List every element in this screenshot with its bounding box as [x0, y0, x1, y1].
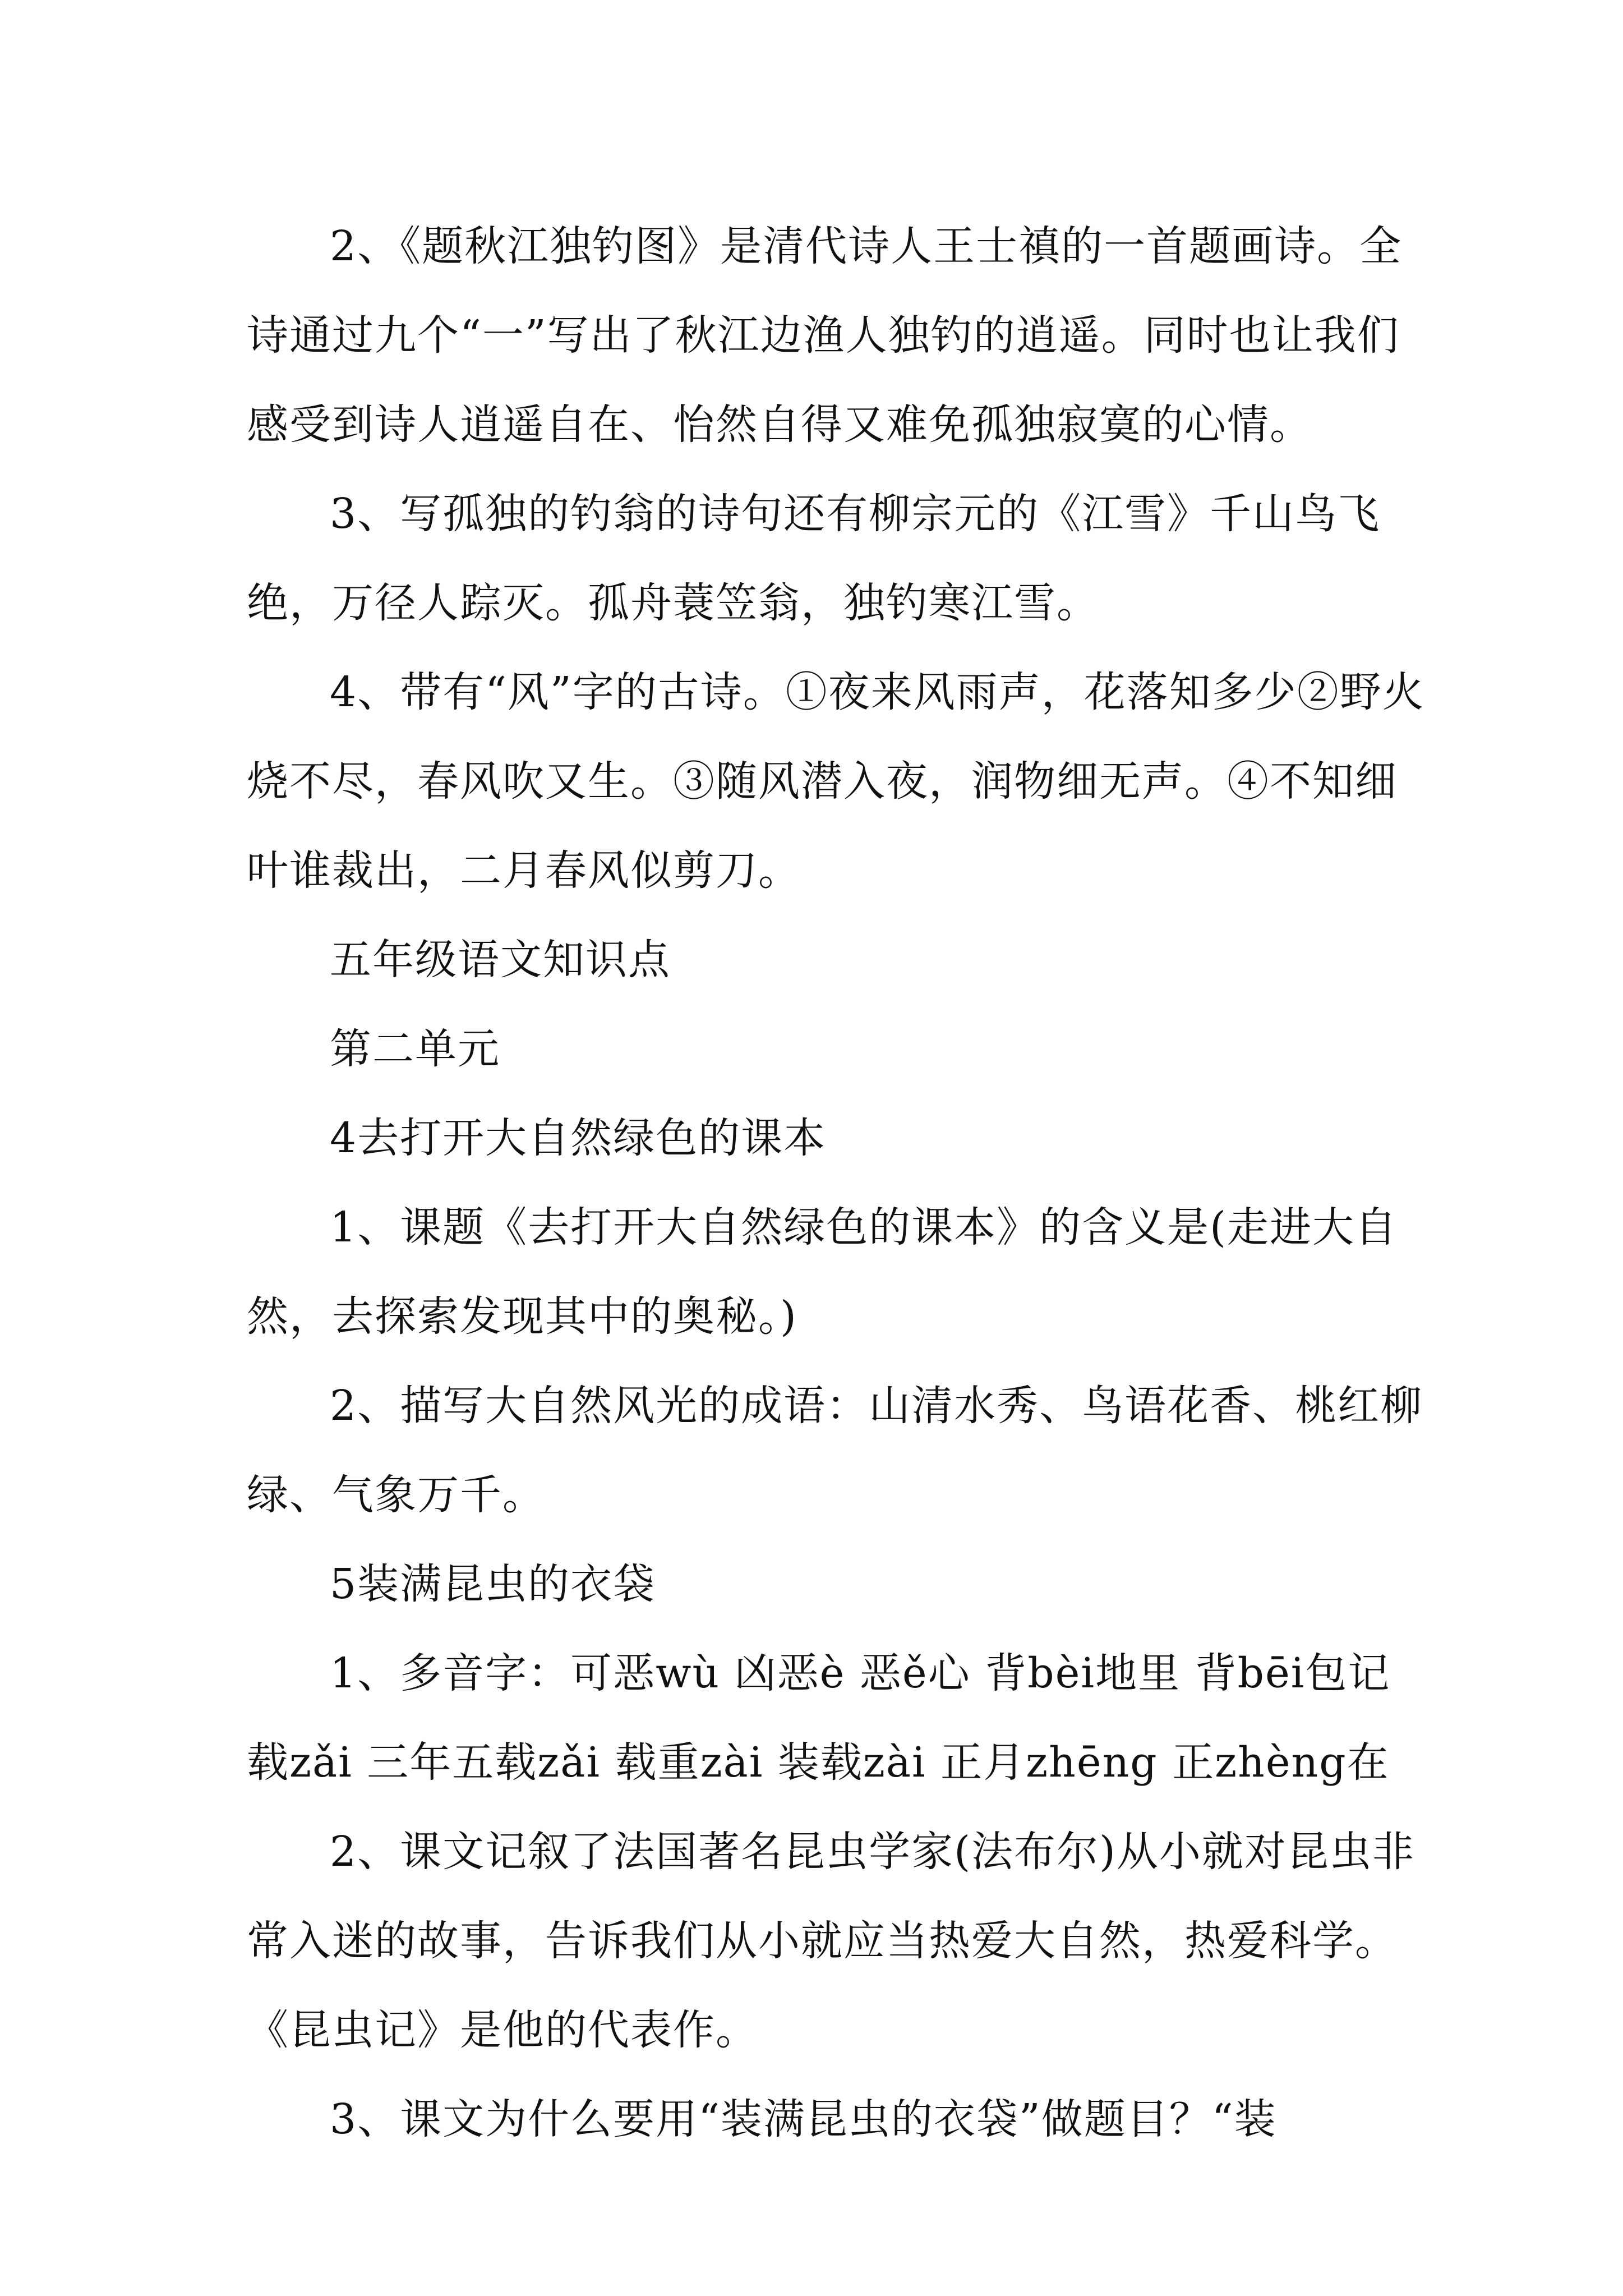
paragraph-polyphones: 1、多音字：可恶wù 凶恶è 恶ě心 背bèi地里 背bēi包记载zǎi 三年五载zǎi 载重zài 装载zài 正月zhēng 正zhèng在	[247, 1649, 1391, 1787]
paragraph-lesson4-idioms: 2、描写大自然风光的成语：山清水秀、鸟语花香、桃红柳绿、气象万千。	[247, 1382, 1423, 1519]
paragraph-wind-poems: 4、带有“风”字的古诗。①夜来风雨声，花落知多少②野火烧不尽，春风吹又生。③随风潜入夜，润物细无声。④不知细叶谁裁出，二月春风似剪刀。	[247, 668, 1425, 895]
lesson-title-4: 4去打开大自然绿色的课本	[330, 1114, 827, 1162]
paragraph-question: 3、课文为什么要用“装满昆虫的衣袋”做题目？“装	[330, 2095, 1277, 2143]
lesson-title-5: 5装满昆虫的衣袋	[330, 1560, 656, 1608]
paragraph-poem-intro: 2、《题秋江独钓图》是清代诗人王士禛的一首题画诗。全诗通过九个“一”写出了秋江边渔人独钓的逍遥。同时也让我们感受到诗人逍遥自在、怡然自得又难免孤独寂寞的心情。	[247, 222, 1403, 449]
section-heading-unit2: 第二单元	[330, 1025, 500, 1073]
section-heading-grade5: 五年级语文知识点	[330, 936, 671, 984]
paragraph-fabre: 2、课文记叙了法国著名昆虫学家(法布尔)从小就对昆虫非常入迷的故事，告诉我们从小就应当热爱大自然，热爱科学。《昆虫记》是他的代表作。	[247, 1828, 1415, 2054]
paragraph-lesson4-meaning: 1、课题《去打开大自然绿色的课本》的含义是(走进大自然，去探索发现其中的奥秘。)	[247, 1203, 1398, 1341]
paragraph-lonely-fisherman: 3、写孤独的钓翁的诗句还有柳宗元的《江雪》千山鸟飞绝，万径人踪灭。孤舟蓑笠翁，独钓寒江雪。	[247, 490, 1381, 627]
document-body	[247, 202, 1430, 2164]
